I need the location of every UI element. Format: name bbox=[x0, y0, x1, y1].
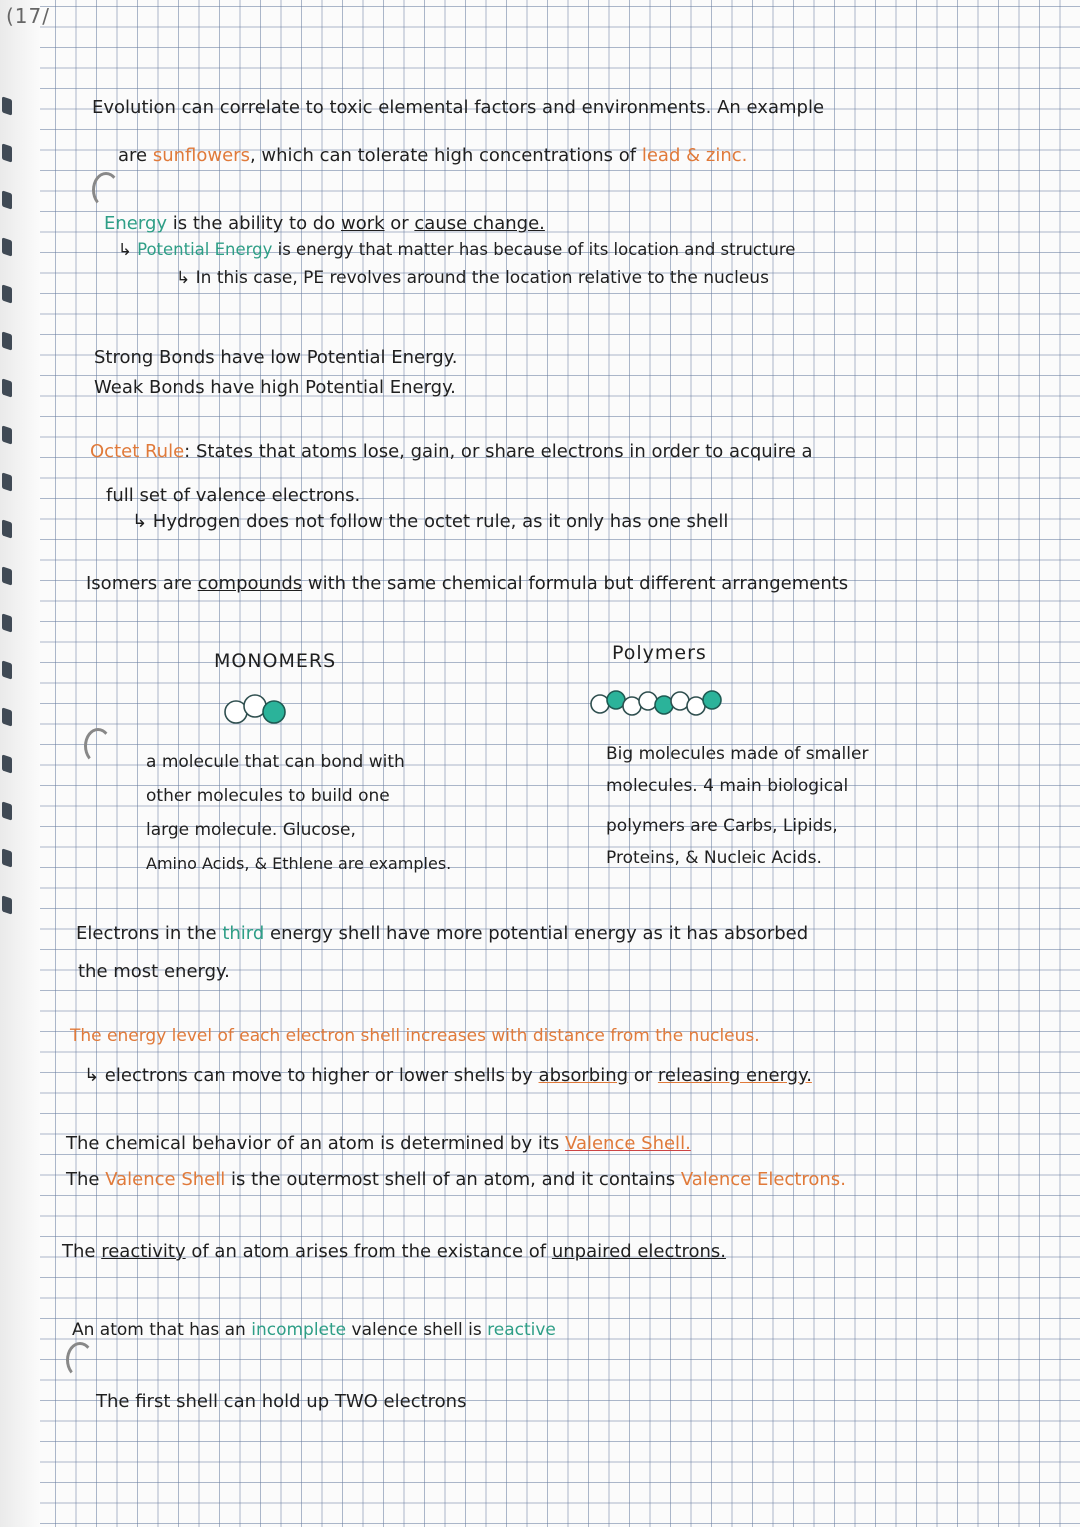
spiral-hole bbox=[2, 331, 12, 350]
potential-energy-line: ↳ Potential Energy is energy that matter has because of its location and structure bbox=[118, 240, 796, 259]
clip-mark bbox=[84, 728, 112, 764]
isomers-line: Isomers are compounds with the same chemical formula but different arrangements bbox=[86, 573, 849, 594]
monomers-desc-3: large molecule. Glucose, bbox=[146, 820, 356, 840]
absorbing-term: absorbing bbox=[538, 1065, 629, 1086]
incomplete-line: An atom that has an incomplete valence shell is reactive bbox=[72, 1320, 556, 1340]
atom-circle bbox=[703, 691, 721, 709]
reactive-term: reactive bbox=[487, 1320, 556, 1340]
monomers-desc-2: other molecules to build one bbox=[146, 786, 390, 806]
octet-line-2: full set of valence electrons. bbox=[106, 485, 361, 506]
energy-line-1: Energy is the ability to do work or cause change. bbox=[104, 213, 545, 234]
spiral-hole bbox=[2, 472, 12, 491]
spiral-hole bbox=[2, 707, 12, 726]
valence-shell-term-2: Valence Shell bbox=[105, 1169, 226, 1190]
valence-shell-term: Valence Shell. bbox=[565, 1133, 691, 1154]
energy-term: Energy bbox=[104, 213, 168, 234]
energy-level-line-1: The energy level of each electron shell increases with distance from the nucleus. bbox=[70, 1026, 760, 1046]
polymers-desc-1: Big molecules made of smaller bbox=[606, 744, 869, 764]
compounds-term: compounds bbox=[197, 573, 303, 594]
pe-sub-line: ↳ In this case, PE revolves around the location relative to the nucleus bbox=[176, 268, 769, 288]
atom-circle bbox=[263, 701, 285, 723]
valence-electrons-term: Valence Electrons. bbox=[680, 1169, 846, 1190]
octet-line-1: Octet Rule: States that atoms lose, gain, or share electrons in order to acquire a bbox=[90, 441, 813, 462]
polymers-desc-2: molecules. 4 main biological bbox=[606, 776, 849, 796]
releasing-term: releasing energy. bbox=[657, 1065, 812, 1086]
spiral-hole bbox=[2, 143, 12, 162]
unpaired-electrons-term: unpaired electrons. bbox=[551, 1241, 726, 1262]
weak-bonds-line: Weak Bonds have high Potential Energy. bbox=[94, 377, 456, 398]
spiral-hole bbox=[2, 566, 12, 585]
spiral-hole bbox=[2, 519, 12, 538]
reactivity-line: The reactivity of an atom arises from the existance of unpaired electrons. bbox=[62, 1241, 726, 1262]
polymers-heading: Polymers bbox=[612, 642, 707, 664]
valence-line-2: The Valence Shell is the outermost shell of an atom, and it contains Valence Electrons. bbox=[66, 1169, 846, 1190]
sunflowers-term: sunflowers bbox=[152, 145, 250, 166]
potential-energy-term: Potential Energy bbox=[137, 240, 273, 259]
third-term: third bbox=[222, 923, 265, 944]
energy-level-line-2: ↳ electrons can move to higher or lower shells by absorbing or releasing energy. bbox=[84, 1065, 812, 1086]
monomers-heading: MONOMERS bbox=[214, 650, 337, 672]
spiral-hole bbox=[2, 96, 12, 115]
corner-page-mark: (17/ bbox=[6, 4, 50, 28]
strong-bonds-line: Strong Bonds have low Potential Energy. bbox=[94, 347, 458, 368]
polymer-chain-icon bbox=[588, 686, 738, 722]
evolution-line-2: are sunflowers, which can tolerate high concentrations of lead & zinc. bbox=[118, 145, 748, 166]
octet-rule-term: Octet Rule bbox=[90, 441, 185, 462]
reactivity-term: reactivity bbox=[101, 1241, 186, 1262]
spiral-hole bbox=[2, 613, 12, 632]
spiral-hole bbox=[2, 425, 12, 444]
spiral-hole bbox=[2, 237, 12, 256]
first-shell-line: The first shell can hold up TWO electrons bbox=[96, 1391, 467, 1412]
polymers-desc-4: Proteins, & Nucleic Acids. bbox=[606, 848, 822, 868]
clip-mark bbox=[66, 1342, 94, 1378]
notebook-spiral bbox=[0, 0, 40, 1527]
atom-circle bbox=[655, 696, 673, 714]
octet-line-3: ↳ Hydrogen does not follow the octet rule, as it only has one shell bbox=[132, 511, 729, 532]
spiral-hole bbox=[2, 801, 12, 820]
spiral-hole bbox=[2, 754, 12, 773]
spiral-hole bbox=[2, 284, 12, 303]
incomplete-term: incomplete bbox=[251, 1320, 347, 1340]
polymers-desc-3: polymers are Carbs, Lipids, bbox=[606, 816, 838, 836]
evolution-line-1: Evolution can correlate to toxic elemental factors and environments. An example bbox=[92, 97, 825, 118]
spiral-hole bbox=[2, 895, 12, 914]
atom-circle bbox=[639, 692, 657, 710]
spiral-hole bbox=[2, 378, 12, 397]
spiral-hole bbox=[2, 660, 12, 679]
spiral-hole bbox=[2, 190, 12, 209]
clip-mark bbox=[92, 172, 120, 208]
lead-zinc-term: lead & zinc. bbox=[641, 145, 748, 166]
monomers-desc-1: a molecule that can bond with bbox=[146, 752, 405, 772]
monomers-desc-4: Amino Acids, & Ethlene are examples. bbox=[146, 854, 452, 873]
monomer-molecule-icon bbox=[222, 690, 292, 730]
valence-line-1: The chemical behavior of an atom is determined by its Valence Shell. bbox=[66, 1133, 691, 1154]
spiral-hole bbox=[2, 848, 12, 867]
atom-circle bbox=[591, 695, 609, 713]
electrons-third-line-1: Electrons in the third energy shell have more potential energy as it has absorbed bbox=[76, 923, 809, 944]
electrons-third-line-2: the most energy. bbox=[78, 961, 230, 982]
